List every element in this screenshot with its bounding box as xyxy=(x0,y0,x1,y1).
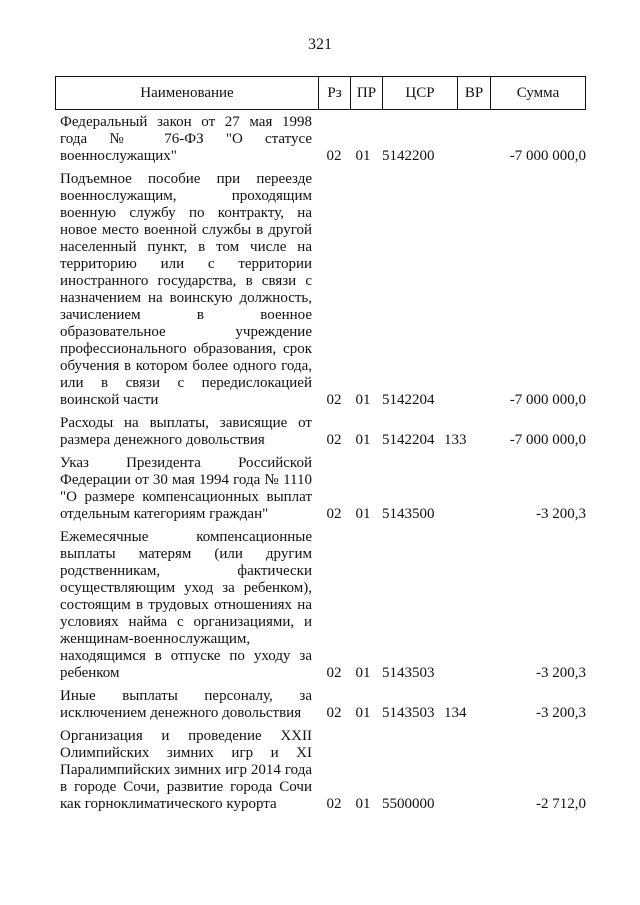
row-rz: 02 xyxy=(326,705,342,721)
row-csr: 5143500 xyxy=(382,506,435,522)
row-csr: 5142204 xyxy=(382,432,435,448)
row-name: Организация и проведение XXII Олимпийских зимних игр и XI Паралимпийских зимних игр 2014 года в городе Сочи, развитие города Сочи как горноклиматического курорта xyxy=(60,728,312,812)
row-sum: -7 000 000,0 xyxy=(509,148,586,164)
row-name: Расходы на выплаты, зависящие от размера денежного довольствия xyxy=(60,415,312,448)
header-rz: Рз xyxy=(319,77,351,109)
table-row xyxy=(60,728,586,813)
row-sum: -3 200,3 xyxy=(536,506,586,522)
row-sum: -7 000 000,0 xyxy=(509,432,586,448)
row-sum: -2 712,0 xyxy=(536,796,586,812)
row-pr: 01 xyxy=(355,506,371,522)
table-row xyxy=(60,171,586,409)
row-sum: -3 200,3 xyxy=(536,665,586,681)
row-csr: 5143503 xyxy=(382,705,435,721)
row-pr: 01 xyxy=(355,705,371,721)
header-sum: Сумма xyxy=(516,84,560,101)
table-row xyxy=(60,415,586,449)
row-name: Указ Президента Российской Федерации от 30 мая 1994 года № 1110 "О размере компенсационных выплат отдельным категориям граждан" xyxy=(60,455,312,522)
header-csr: ЦСР xyxy=(383,77,458,109)
row-rz: 02 xyxy=(326,506,342,522)
row-csr: 5143503 xyxy=(382,665,435,681)
row-sum: -3 200,3 xyxy=(536,705,586,721)
table-row xyxy=(60,114,586,165)
row-pr: 01 xyxy=(355,432,371,448)
row-rz: 02 xyxy=(326,148,342,164)
header-pr: ПР xyxy=(351,77,383,109)
row-rz: 02 xyxy=(326,392,342,408)
table-body xyxy=(60,114,586,819)
row-csr: 5142204 xyxy=(382,392,435,408)
row-name: Ежемесячные компенсационные выплаты матерям (или другим родственникам, фактически осуществляющим уход за ребенком), состоящим в трудовых отношениях на условиях найма с организациями, и женщинам-военнослужащим, находящимся в отпуске по уходу за ребенком xyxy=(60,529,312,681)
row-vr: 134 xyxy=(444,705,467,721)
row-pr: 01 xyxy=(355,148,371,164)
table-header xyxy=(55,76,586,110)
row-rz: 02 xyxy=(326,665,342,681)
row-pr: 01 xyxy=(355,392,371,408)
header-name: Наименование xyxy=(56,77,319,109)
row-rz: 02 xyxy=(326,432,342,448)
table-row xyxy=(60,455,586,523)
row-sum: -7 000 000,0 xyxy=(509,392,586,408)
row-name: Подъемное пособие при переезде военнослужащим, проходящим военную службу по контракту, на новое место военной службы в другой населенный пункт, в том числе на территорию или с территории иностранного государства, в связи с назначением на воинскую должность, зачислением в военное образовательное учреждение профессионального образования, срок обучения в котором более одного года, или в связи с передислокацией воинской части xyxy=(60,171,312,408)
row-pr: 01 xyxy=(355,665,371,681)
row-rz: 02 xyxy=(326,796,342,812)
row-name: Иные выплаты персоналу, за исключением денежного довольствия xyxy=(60,688,312,721)
row-pr: 01 xyxy=(355,796,371,812)
page-number: 321 xyxy=(308,36,332,53)
row-vr: 133 xyxy=(444,432,467,448)
row-csr: 5142200 xyxy=(382,148,435,164)
header-vr: ВР xyxy=(458,77,491,109)
row-csr: 5500000 xyxy=(382,796,435,812)
table-row xyxy=(60,529,586,682)
row-name: Федеральный закон от 27 мая 1998 года № 76-ФЗ "О статусе военнослужащих" xyxy=(60,114,312,164)
table-row xyxy=(60,688,586,722)
